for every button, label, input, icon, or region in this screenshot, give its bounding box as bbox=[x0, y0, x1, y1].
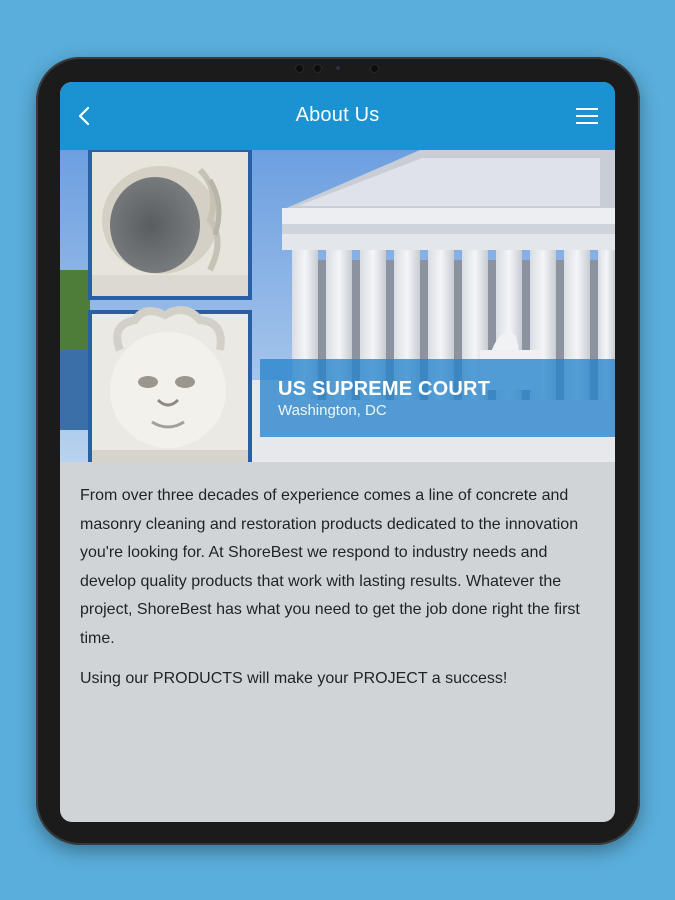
hero-banner bbox=[60, 150, 615, 462]
hero-caption-subtitle: Washington, DC bbox=[278, 402, 387, 419]
camera-sensor bbox=[295, 64, 304, 73]
tagline-paragraph: Using our PRODUCTS will make your PROJECT a success! bbox=[80, 670, 508, 687]
app-header bbox=[60, 82, 615, 150]
menu-button[interactable] bbox=[572, 102, 602, 130]
camera-lens bbox=[313, 64, 322, 73]
about-content bbox=[80, 482, 595, 706]
hero-caption-title: US SUPREME COURT bbox=[278, 378, 491, 400]
app-screen bbox=[60, 82, 615, 822]
camera-indicator bbox=[336, 66, 340, 70]
camera-sensor bbox=[370, 64, 379, 73]
about-paragraph: From over three decades of experience comes a line of concrete and masonry cleaning and restoration products dedicated to the innovation you're looking for. At ShoreBest we respond to industry needs and develop quality products that work with lasting results. Whatever the project, ShoreBest has what you need to get the job done right the first time. bbox=[80, 487, 580, 647]
hamburger-menu-icon bbox=[572, 102, 602, 130]
page-title: About Us bbox=[295, 104, 380, 126]
